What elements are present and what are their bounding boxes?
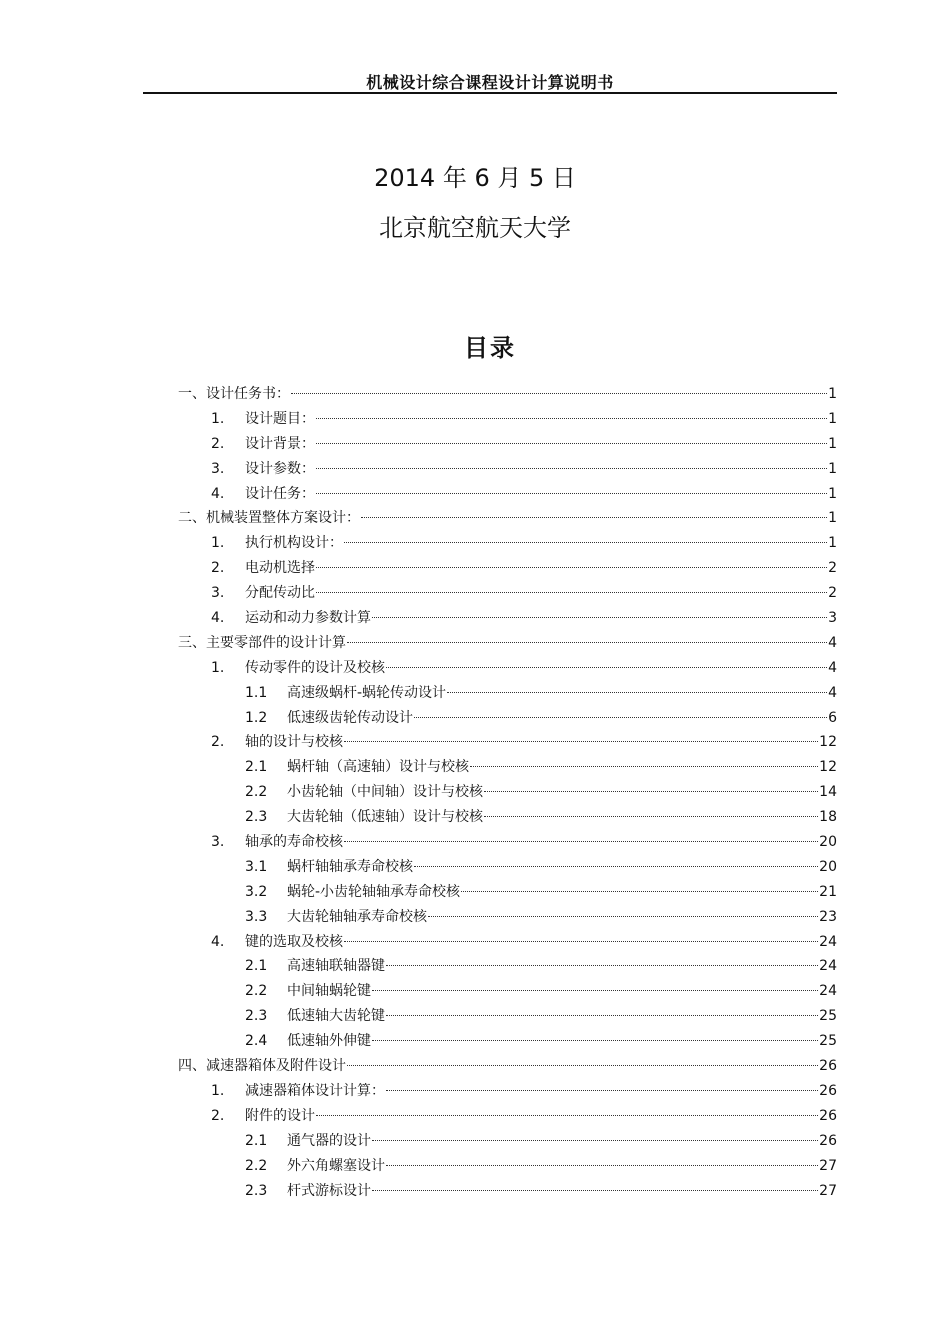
toc-dot-leader	[372, 1139, 818, 1141]
toc-entry[interactable]	[178, 656, 837, 681]
toc-page-number: 1	[828, 510, 837, 527]
table-of-contents	[178, 382, 837, 1203]
toc-entry-title: 小齿轮轴（中间轴）设计与校核	[287, 784, 483, 801]
toc-entry[interactable]	[178, 1029, 837, 1054]
toc-entry-title: 高速轴联轴器键	[287, 958, 385, 975]
toc-entry-title: 设计参数：	[245, 460, 315, 477]
toc-entry-title: 通气器的设计	[287, 1132, 371, 1149]
toc-page-number: 26	[819, 1082, 837, 1099]
toc-entry-number: 二、	[178, 510, 206, 527]
toc-page-number: 26	[819, 1058, 837, 1075]
toc-entry[interactable]	[178, 506, 837, 531]
toc-entry[interactable]	[178, 755, 837, 780]
toc-page-number: 3	[828, 610, 837, 627]
toc-entry[interactable]	[178, 631, 837, 656]
toc-dot-leader	[344, 840, 818, 842]
toc-entry-title: 设计任务：	[245, 485, 315, 502]
toc-entry[interactable]	[178, 930, 837, 955]
toc-entry[interactable]	[178, 556, 837, 581]
toc-page-number: 1	[828, 435, 837, 452]
toc-entry-number: 4.	[211, 610, 225, 627]
toc-title: 目录	[464, 334, 516, 362]
toc-entry[interactable]	[178, 1104, 837, 1129]
toc-entry[interactable]	[178, 432, 837, 457]
toc-entry-title: 机械装置整体方案设计：	[206, 510, 360, 527]
toc-entry[interactable]	[178, 979, 837, 1004]
toc-dot-leader	[447, 691, 827, 693]
toc-entry[interactable]	[178, 805, 837, 830]
toc-entry[interactable]	[178, 954, 837, 979]
toc-entry-number: 2.	[211, 560, 225, 577]
toc-dot-leader	[316, 417, 827, 419]
toc-entry-title: 高速级蜗杆-蜗轮传动设计	[287, 684, 447, 701]
toc-dot-leader	[344, 740, 818, 742]
toc-entry-number: 1.2	[245, 709, 268, 726]
toc-entry[interactable]	[178, 531, 837, 556]
toc-entry[interactable]	[178, 1054, 837, 1079]
toc-dot-leader	[316, 492, 827, 494]
toc-entry[interactable]	[178, 681, 837, 706]
toc-entry[interactable]	[178, 1154, 837, 1179]
toc-entry-title: 设计背景：	[245, 435, 315, 452]
toc-entry-title: 减速器箱体设计计算：	[245, 1082, 385, 1099]
toc-entry[interactable]	[178, 880, 837, 905]
toc-entry-number: 三、	[178, 634, 206, 651]
toc-entry-number: 2.	[211, 435, 225, 452]
toc-entry-number: 一、	[178, 386, 206, 402]
toc-entry-number: 2.	[211, 734, 225, 751]
toc-entry-title: 设计任务书：	[206, 386, 290, 402]
toc-dot-leader	[316, 467, 827, 469]
toc-page-number: 20	[819, 858, 837, 875]
toc-entry[interactable]	[178, 606, 837, 631]
toc-dot-leader	[386, 1089, 818, 1091]
toc-dot-leader	[291, 392, 827, 394]
toc-entry-title: 电动机选择	[245, 560, 315, 577]
toc-entry-number: 3.2	[245, 883, 268, 900]
toc-entry-number: 1.	[211, 659, 225, 676]
university-name: 北京航空航天大学	[379, 214, 571, 242]
toc-page-number: 6	[828, 709, 837, 726]
toc-entry[interactable]	[178, 830, 837, 855]
toc-page-number: 2	[828, 560, 837, 577]
toc-entry-title: 低速轴外伸键	[287, 1033, 371, 1050]
toc-entry-number: 3.3	[245, 908, 268, 925]
toc-entry-title: 低速轴大齿轮键	[287, 1008, 385, 1025]
toc-dot-leader	[361, 516, 827, 518]
toc-dot-leader	[372, 1189, 818, 1191]
toc-dot-leader	[372, 616, 827, 618]
toc-dot-leader	[428, 915, 818, 917]
toc-dot-leader	[316, 591, 827, 593]
header-rule	[143, 92, 837, 94]
toc-entry-title: 轴的设计与校核	[245, 734, 343, 751]
toc-entry-number: 2.3	[245, 1008, 268, 1025]
toc-entry-title: 执行机构设计：	[245, 535, 343, 552]
toc-entry-title: 运动和动力参数计算	[245, 610, 371, 627]
toc-dot-leader	[316, 1114, 818, 1116]
toc-page-number: 20	[819, 834, 837, 851]
toc-entry-title: 大齿轮轴（低速轴）设计与校核	[287, 809, 483, 826]
toc-dot-leader	[316, 566, 827, 568]
toc-dot-leader	[484, 790, 818, 792]
date-line: 2014 年 6 月 5 日	[374, 164, 576, 192]
toc-entry-title: 主要零部件的设计计算	[206, 634, 346, 651]
toc-dot-leader	[344, 541, 827, 543]
toc-entry-number: 3.	[211, 460, 225, 477]
toc-dot-leader	[470, 765, 818, 767]
toc-entry-number: 4.	[211, 485, 225, 502]
toc-entry-number: 2.1	[245, 958, 268, 975]
toc-entry-number: 2.	[211, 1107, 225, 1124]
toc-entry-number: 2.3	[245, 1182, 268, 1199]
toc-dot-leader	[461, 890, 818, 892]
toc-entry[interactable]	[178, 1179, 837, 1204]
toc-entry[interactable]	[178, 457, 837, 482]
toc-dot-leader	[347, 641, 827, 643]
toc-entry[interactable]	[178, 1004, 837, 1029]
toc-dot-leader	[347, 1064, 818, 1066]
toc-page-number: 4	[828, 634, 837, 651]
toc-entry-title: 外六角螺塞设计	[287, 1157, 385, 1174]
toc-entry-title: 杆式游标设计	[287, 1182, 371, 1199]
toc-dot-leader	[386, 1164, 818, 1166]
toc-page-number: 12	[819, 734, 837, 751]
toc-entry[interactable]	[178, 382, 837, 407]
toc-page-number: 4	[828, 684, 837, 701]
toc-entry-title: 蜗轮-小齿轮轴轴承寿命校核	[287, 883, 461, 900]
toc-entry-title: 分配传动比	[245, 585, 315, 602]
toc-dot-leader	[386, 1014, 818, 1016]
toc-page-number: 26	[819, 1132, 837, 1149]
toc-entry[interactable]	[178, 1129, 837, 1154]
toc-entry-number: 2.1	[245, 759, 268, 776]
toc-page-number: 2	[828, 585, 837, 602]
toc-page-number: 24	[819, 958, 837, 975]
running-header: 机械设计综合课程设计计算说明书	[366, 73, 614, 92]
toc-entry-title: 轴承的寿命校核	[245, 834, 343, 851]
toc-entry-number: 2.2	[245, 784, 268, 801]
toc-entry[interactable]	[178, 706, 837, 731]
toc-entry-number: 3.	[211, 585, 225, 602]
toc-entry-number: 2.4	[245, 1033, 268, 1050]
toc-entry-number: 1.	[211, 410, 225, 427]
toc-dot-leader	[414, 865, 818, 867]
toc-entry-number: 1.	[211, 535, 225, 552]
toc-entry-number: 2.2	[245, 1157, 268, 1174]
toc-page-number: 23	[819, 908, 837, 925]
toc-page-number: 1	[828, 535, 837, 552]
toc-page-number: 27	[819, 1157, 837, 1174]
toc-entry-number: 3.	[211, 834, 225, 851]
toc-entry[interactable]	[178, 780, 837, 805]
toc-entry[interactable]	[178, 855, 837, 880]
toc-dot-leader	[386, 964, 818, 966]
toc-entry[interactable]	[178, 407, 837, 432]
toc-entry[interactable]	[178, 482, 837, 507]
toc-entry-title: 键的选取及校核	[245, 933, 343, 950]
toc-entry-title: 传动零件的设计及校核	[245, 659, 385, 676]
toc-page-number: 27	[819, 1182, 837, 1199]
toc-page-number: 24	[819, 983, 837, 1000]
toc-entry-number: 2.3	[245, 809, 268, 826]
toc-entry-number: 2.1	[245, 1132, 268, 1149]
toc-dot-leader	[386, 666, 827, 668]
toc-entry[interactable]	[178, 581, 837, 606]
toc-entry-number: 3.1	[245, 858, 268, 875]
toc-entry-number: 四、	[178, 1058, 206, 1075]
toc-page-number: 4	[828, 659, 837, 676]
toc-dot-leader	[372, 989, 818, 991]
toc-page-number: 1	[828, 386, 837, 402]
toc-dot-leader	[344, 940, 818, 942]
toc-page-number: 1	[828, 410, 837, 427]
toc-dot-leader	[372, 1039, 818, 1041]
toc-dot-leader	[414, 716, 827, 718]
toc-page-number: 18	[819, 809, 837, 826]
toc-page-number: 1	[828, 460, 837, 477]
toc-dot-leader	[484, 815, 818, 817]
toc-entry-number: 4.	[211, 933, 225, 950]
toc-page-number: 21	[819, 883, 837, 900]
toc-page-number: 14	[819, 784, 837, 801]
toc-page-number: 12	[819, 759, 837, 776]
toc-page-number: 25	[819, 1008, 837, 1025]
toc-entry-title: 附件的设计	[245, 1107, 315, 1124]
toc-entry-title: 大齿轮轴轴承寿命校核	[287, 908, 427, 925]
toc-entry-title: 蜗杆轴轴承寿命校核	[287, 858, 413, 875]
toc-dot-leader	[316, 442, 827, 444]
toc-entry-number: 2.2	[245, 983, 268, 1000]
toc-page-number: 24	[819, 933, 837, 950]
toc-entry[interactable]	[178, 730, 837, 755]
toc-entry[interactable]	[178, 1079, 837, 1104]
toc-page-number: 1	[828, 485, 837, 502]
toc-entry-number: 1.	[211, 1082, 225, 1099]
toc-entry-title: 中间轴蜗轮键	[287, 983, 371, 1000]
toc-entry-title: 减速器箱体及附件设计	[206, 1058, 346, 1075]
toc-page-number: 26	[819, 1107, 837, 1124]
toc-page-number: 25	[819, 1033, 837, 1050]
toc-entry-title: 低速级齿轮传动设计	[287, 709, 413, 726]
toc-entry-title: 设计题目：	[245, 410, 315, 427]
toc-entry-title: 蜗杆轴（高速轴）设计与校核	[287, 759, 469, 776]
toc-entry[interactable]	[178, 905, 837, 930]
toc-entry-number: 1.1	[245, 684, 268, 701]
